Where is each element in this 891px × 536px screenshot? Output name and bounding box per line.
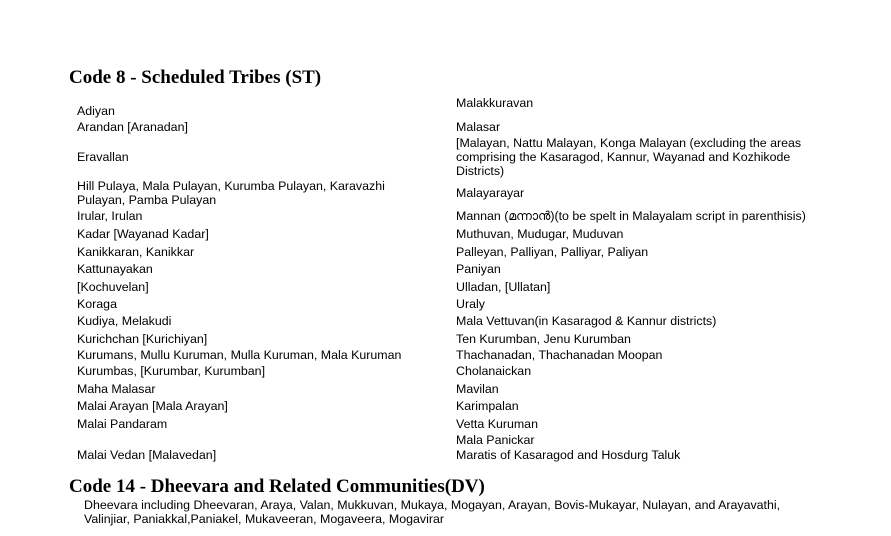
tribe-name: Kadar [Wayanad Kadar] xyxy=(77,227,209,241)
tribe-name: Malai Vedan [Malavedan] xyxy=(77,448,217,462)
tribe-name: Pulayan, Pamba Pulayan xyxy=(77,193,217,207)
tribe-name: Koraga xyxy=(77,297,117,311)
tribe-name: Malai Arayan [Mala Arayan] xyxy=(77,399,228,413)
tribe-name: Malayarayar xyxy=(456,186,525,200)
tribe-name: Malakkuravan xyxy=(456,96,534,110)
tribe-name: Vetta Kuruman xyxy=(456,417,538,431)
community-list-line: Valinjiar, Paniakkal,Paniakel, Mukaveeran, Mogaveera, Mogavirar xyxy=(84,512,444,526)
tribe-name: Mavilan xyxy=(456,382,499,396)
tribe-name: Thachanadan, Thachanadan Moopan xyxy=(456,348,663,362)
tribe-name: Cholanaickan xyxy=(456,364,532,378)
tribe-name: Malasar xyxy=(456,120,501,134)
section-heading-dv: Code 14 - Dheevara and Related Communities(DV) xyxy=(69,476,485,497)
tribe-name: Ten Kurumban, Jenu Kurumban xyxy=(456,332,631,346)
tribe-name: Karimpalan xyxy=(456,399,519,413)
tribe-name: Kanikkaran, Kanikkar xyxy=(77,245,195,259)
tribe-name: Kattunayakan xyxy=(77,262,153,276)
tribe-name: Paniyan xyxy=(456,262,501,276)
tribe-name: [Malayan, Nattu Malayan, Konga Malayan (excluding the areas xyxy=(456,136,802,150)
tribe-name: Maratis of Kasaragod and Hosdurg Taluk xyxy=(456,448,681,462)
tribe-name: Kudiya, Melakudi xyxy=(77,314,172,328)
tribe-name: Palleyan, Palliyan, Palliyar, Paliyan xyxy=(456,245,649,259)
tribe-name: Uraly xyxy=(456,297,485,311)
tribe-name: Muthuvan, Mudugar, Muduvan xyxy=(456,227,624,241)
tribe-name: Malai Pandaram xyxy=(77,417,168,431)
tribe-name: Ulladan, [Ullatan] xyxy=(456,280,551,294)
community-list-line: Dheevara including Dheevaran, Araya, Valan, Mukkuvan, Mukaya, Mogayan, Arayan, Bovis-Mukayar, Nulayan, and Arayavathi, xyxy=(84,498,781,512)
tribe-name: Eravallan xyxy=(77,150,129,164)
tribe-name: Maha Malasar xyxy=(77,382,156,396)
tribe-name: Irular, Irulan xyxy=(77,209,143,223)
tribe-name: Mannan (മന്നാൻ)(to be spelt in Malayalam script in parenthisis) xyxy=(456,209,806,223)
tribe-name: Mala Vettuvan(in Kasaragod & Kannur districts) xyxy=(456,314,717,328)
tribe-name: Kurichchan [Kurichiyan] xyxy=(77,332,208,346)
tribe-name: Adiyan xyxy=(77,104,115,118)
tribe-name: comprising the Kasaragod, Kannur, Wayanad and Kozhikode xyxy=(456,150,791,164)
tribe-name: Kurumans, Mullu Kuruman, Mulla Kuruman, Mala Kuruman xyxy=(77,348,402,362)
tribe-name: Hill Pulaya, Mala Pulayan, Kurumba Pulayan, Karavazhi xyxy=(77,179,385,193)
section-heading-st: Code 8 - Scheduled Tribes (ST) xyxy=(69,67,322,88)
tribe-name: Districts) xyxy=(456,164,505,178)
tribe-name: Arandan [Aranadan] xyxy=(77,120,188,134)
tribe-name: Mala Panickar xyxy=(456,433,535,447)
tribe-name: [Kochuvelan] xyxy=(77,280,149,294)
tribe-name: Kurumbas, [Kurumbar, Kurumban] xyxy=(77,364,266,378)
